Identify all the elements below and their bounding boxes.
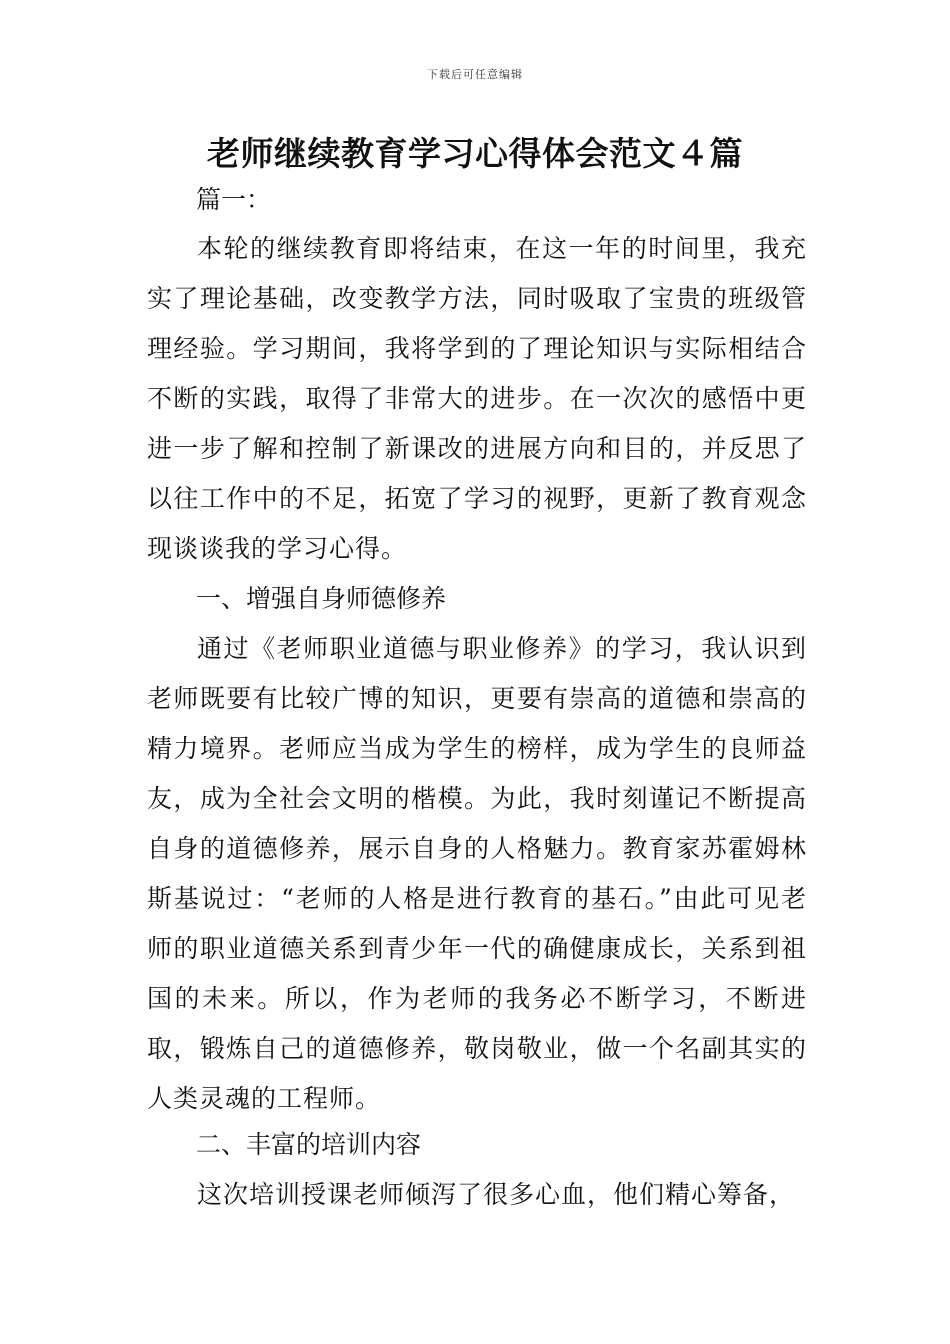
- header-note: 下载后可任意编辑: [427, 68, 523, 81]
- section-heading-2: 二、丰富的培训内容: [196, 1130, 422, 1159]
- paragraph-2: 通过《老师职业道德与职业修养》的学习，我认识到老师既要有比较广博的知识，更要有崇高的道德和崇高的精力境界。老师应当成为学生的榜样，成为学生的良师益友，成为全社会文明的楷模。为此，我时刻谨记不断提高自身的道德修养，展示自身的人格魅力。教育家苏霍姆林斯基说过：“老师的人格是进行教育的基石。”由此可见老师的职业道德关系到青少年一代的确健康成长，关系到祖国的未来。所以，作为老师的我务必不断学习，不断进取，锻炼自己的道德修养，敬岗敬业，做一个名副其实的人类灵魂的工程师。: [147, 634, 807, 1113]
- paragraph-3: 这次培训授课老师倾泻了很多心血，他们精心筹备，: [197, 1180, 796, 1209]
- section-heading-1: 一、增强自身师德修养: [196, 584, 447, 613]
- part-label: 篇一：: [196, 185, 272, 214]
- document-title: 老师继续教育学习心得体会范文４篇: [207, 134, 743, 173]
- paragraph-1: 本轮的继续教育即将结束，在这一年的时间里，我充实了理论基础，改变教学方法，同时吸取了宝贵的班级管理经验。学习期间，我将学到的了理论知识与实际相结合不断的实践，取得了非常大的进步。在一次次的感悟中更进一步了解和控制了新课改的进展方向和目的，并反思了以往工作中的不足，拓宽了学习的视野，更新了教育观念现谈谈我的学习心得。: [147, 234, 807, 563]
